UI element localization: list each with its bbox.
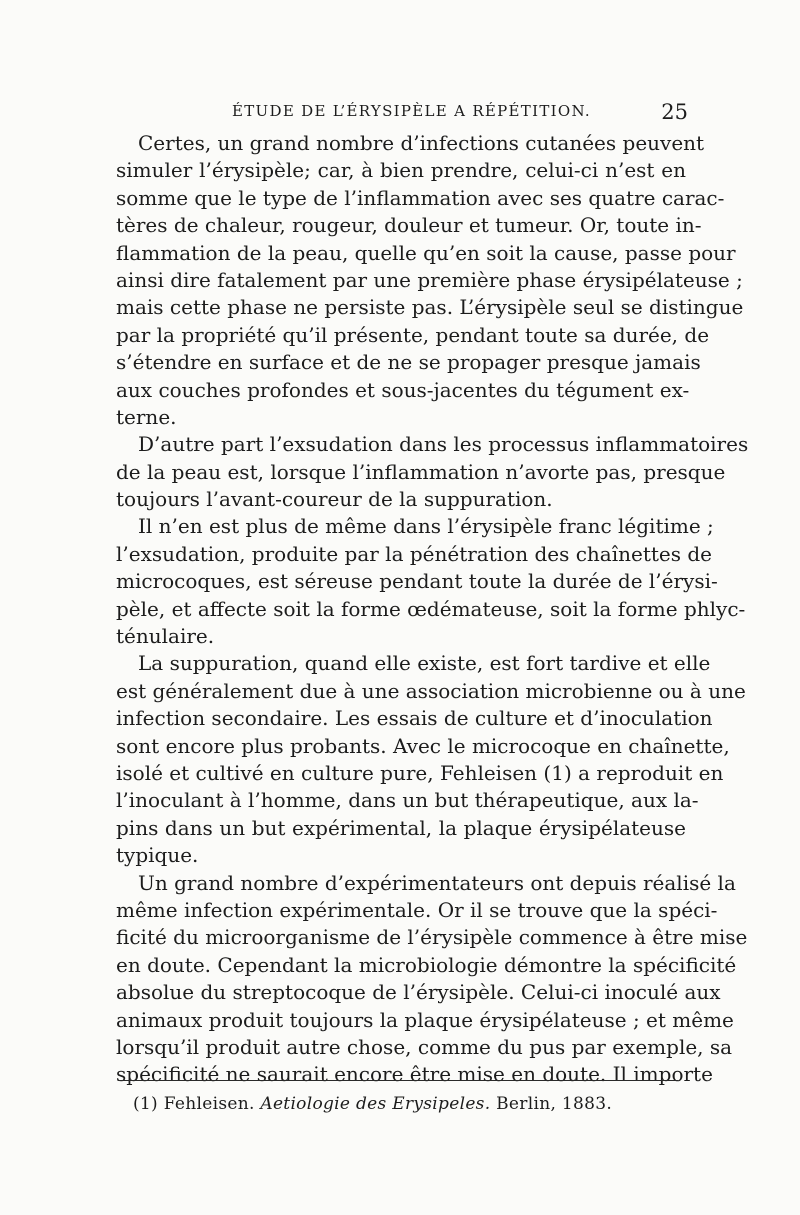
text-line: spécificité ne saurait encore être mise en doute. Il importe <box>116 1062 713 1087</box>
text-line: lorsqu’il produit autre chose, comme du pus par exemple, sa <box>116 1034 733 1059</box>
footnote <box>133 1094 612 1114</box>
footnote-work-title: Aetiologie des Erysipeles. <box>260 1094 491 1114</box>
text-line: La suppuration, quand elle existe, est fort tardive et elle <box>138 651 711 676</box>
text-line: microcoques, est séreuse pendant toute la durée de l’érysi- <box>116 569 718 594</box>
text-line: mais cette phase ne persiste pas. L’érysipèle seul se distingue <box>116 295 744 320</box>
text-line: isolé et cultivé en culture pure, Fehleisen (1) a reproduit en <box>116 760 724 785</box>
text-line: ficité du microorganisme de l’érysipèle commence à être mise <box>116 925 748 950</box>
text-line: pins dans un but expérimental, la plaque érysipélateuse <box>116 815 686 840</box>
text-line: somme que le type de l’inflammation avec ses quatre carac- <box>116 185 725 210</box>
text-line: terne. <box>116 404 177 429</box>
text-line: l’exsudation, produite par la pénétration des chaînettes de <box>116 541 712 566</box>
text-line: D’autre part l’exsudation dans les processus inflammatoires <box>138 432 749 457</box>
text-line: infection secondaire. Les essais de culture et d’inoculation <box>116 706 713 731</box>
text-line: en doute. Cependant la microbiologie démontre la spécificité <box>116 952 737 977</box>
text-line: sont encore plus probants. Avec le microcoque en chaînette, <box>116 733 730 758</box>
text-line: absolue du streptocoque de l’érysipèle. Celui-ci inoculé aux <box>116 980 721 1005</box>
text-line: Certes, un grand nombre d’infections cutanées peuvent <box>138 131 705 155</box>
footnote-author: Fehleisen. <box>163 1094 255 1114</box>
text-line: même infection expérimentale. Or il se trouve que la spéci- <box>116 897 718 922</box>
running-head <box>118 100 688 126</box>
text-line: tères de chaleur, rougeur, douleur et tumeur. Or, toute in- <box>116 213 702 238</box>
text-line: l’inoculant à l’homme, dans un but thérapeutique, aux la- <box>116 788 699 813</box>
text-line: simuler l’érysipèle; car, à bien prendre, celui-ci n’est en <box>116 158 686 183</box>
footnote-marker: (1) <box>133 1094 158 1114</box>
text-line: est généralement due à une association microbienne ou à une <box>116 678 746 703</box>
text-line: Il n’en est plus de même dans l’érysipèle franc légitime ; <box>138 514 714 539</box>
text-line: pèle, et affecte soit la forme œdémateuse, soit la forme phlyc- <box>116 596 746 621</box>
text-line: Un grand nombre d’expérimentateurs ont depuis réalisé la <box>138 870 736 895</box>
text-line: animaux produit toujours la plaque érysipélateuse ; et même <box>116 1007 734 1032</box>
body-text <box>116 130 749 1089</box>
text-line: ainsi dire fatalement par une première phase érysipélateuse ; <box>116 267 743 292</box>
page-number: 25 <box>661 100 688 124</box>
text-line: toujours l’avant-coureur de la suppuration. <box>116 487 553 512</box>
text-line: s’étendre en surface et de ne se propager presque jamais <box>116 350 701 375</box>
text-line: aux couches profondes et sous-jacentes du tégument ex- <box>116 377 690 402</box>
running-title: ÉTUDE DE L’ÉRYSIPÈLE A RÉPÉTITION. <box>232 102 592 120</box>
text-line: de la peau est, lorsque l’inflammation n’avorte pas, presque <box>116 459 726 484</box>
text-line: ténulaire. <box>116 624 215 649</box>
text-line: par la propriété qu’il présente, pendant toute sa durée, de <box>116 322 710 347</box>
text-line: typique. <box>116 843 199 868</box>
footnote-place-year: Berlin, 1883. <box>496 1094 613 1114</box>
text-line: flammation de la peau, quelle qu’en soit la cause, passe pour <box>116 240 736 265</box>
footnote-rule <box>118 1080 678 1081</box>
